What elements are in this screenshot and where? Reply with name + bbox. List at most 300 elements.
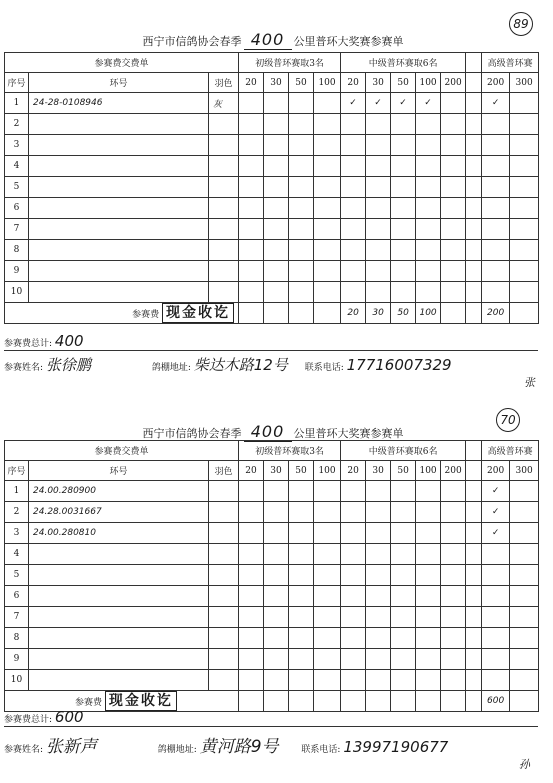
col-header: 200 — [441, 73, 466, 93]
entry-cell — [391, 523, 416, 544]
entry-cell — [289, 649, 314, 670]
entry-cell — [416, 114, 441, 135]
amount: 600 — [482, 691, 510, 712]
entry-cell — [391, 565, 416, 586]
entry-cell — [289, 565, 314, 586]
entry-cell — [391, 282, 416, 303]
entry-cell — [510, 481, 539, 502]
entry-cell — [482, 670, 510, 691]
entry-cell — [466, 523, 482, 544]
entry-cell — [416, 565, 441, 586]
entry-cell — [289, 177, 314, 198]
feather-color — [209, 523, 239, 544]
entry-cell — [264, 282, 289, 303]
entry-cell — [341, 523, 366, 544]
amount: 200 — [482, 303, 510, 324]
entry-cell — [482, 240, 510, 261]
entry-cell — [466, 481, 482, 502]
entry-cell — [366, 544, 391, 565]
entry-cell — [289, 114, 314, 135]
entry-cell — [314, 628, 341, 649]
entry-cell — [264, 114, 289, 135]
feather-color — [209, 261, 239, 282]
ring-number — [29, 114, 209, 135]
entry-cell — [341, 586, 366, 607]
entry-cell — [366, 649, 391, 670]
entry-cell — [289, 261, 314, 282]
title-suffix: 公里普环大奖赛参赛单 — [293, 427, 404, 440]
seq-header: 序号 — [5, 73, 29, 93]
signature: 张 — [524, 376, 535, 389]
col-header: 200 — [441, 461, 466, 481]
entry-cell — [264, 481, 289, 502]
entry-cell — [441, 523, 466, 544]
feather-color — [209, 219, 239, 240]
row-number: 1 — [5, 93, 29, 114]
entry-cell — [264, 628, 289, 649]
feather-color — [209, 481, 239, 502]
ring-number — [29, 628, 209, 649]
entry-cell — [341, 156, 366, 177]
entry-cell — [314, 93, 341, 114]
entry-cell — [289, 544, 314, 565]
ring-header: 环号 — [29, 73, 209, 93]
entry-cell — [289, 607, 314, 628]
entry-cell — [239, 670, 264, 691]
entry-cell — [341, 670, 366, 691]
entry-cell — [264, 240, 289, 261]
entry-cell — [441, 628, 466, 649]
row-number: 10 — [5, 670, 29, 691]
loft-label: 鸽棚地址: — [157, 745, 197, 755]
amount: 20 — [341, 303, 366, 324]
entry-cell — [264, 261, 289, 282]
entry-cell — [391, 114, 416, 135]
fee-cell — [5, 303, 239, 324]
paid-stamp: 现金收讫 — [162, 303, 234, 323]
row-number: 1 — [5, 481, 29, 502]
entry-cell — [416, 502, 441, 523]
entry-cell — [510, 177, 539, 198]
row-number: 6 — [5, 586, 29, 607]
ring-number — [29, 219, 209, 240]
beginner-header: 初级普环赛取3名 — [239, 441, 341, 461]
entry-cell — [466, 135, 482, 156]
entry-cell — [510, 502, 539, 523]
entry-cell — [289, 198, 314, 219]
row-number: 8 — [5, 628, 29, 649]
entry-cell — [391, 198, 416, 219]
entry-cell — [441, 544, 466, 565]
col-header: 50 — [289, 461, 314, 481]
entry-cell — [482, 282, 510, 303]
entry-cell — [341, 177, 366, 198]
phone-label: 联系电话: — [304, 363, 344, 373]
beginner-header: 初级普环赛取3名 — [239, 53, 341, 73]
entry-cell — [416, 523, 441, 544]
phone-value: 13997190677 — [343, 738, 449, 756]
entry-cell — [510, 586, 539, 607]
row-number: 6 — [5, 198, 29, 219]
table-row — [5, 135, 539, 156]
paid-stamp: 现金收讫 — [105, 691, 177, 711]
entry-cell — [391, 261, 416, 282]
entry-cell — [341, 261, 366, 282]
entry-cell — [239, 523, 264, 544]
entry-cell — [466, 114, 482, 135]
entry-cell — [416, 135, 441, 156]
entry-cell — [264, 135, 289, 156]
entry-cell — [314, 135, 341, 156]
entry-cell — [341, 565, 366, 586]
feather-color — [209, 177, 239, 198]
entry-cell — [264, 93, 289, 114]
entry-cell — [416, 219, 441, 240]
name-value: 张徐鹏 — [45, 356, 91, 374]
entry-cell — [366, 114, 391, 135]
ring-number: 24.28.0031667 — [29, 502, 209, 523]
row-number: 3 — [5, 523, 29, 544]
table-row — [5, 502, 539, 523]
entry-cell — [289, 156, 314, 177]
title-prefix: 西宁市信鸽协会春季 — [142, 427, 242, 440]
entry-cell — [366, 177, 391, 198]
feather-color — [209, 156, 239, 177]
entry-cell — [366, 156, 391, 177]
entry-cell — [441, 586, 466, 607]
entry-cell — [264, 670, 289, 691]
entry-cell — [416, 670, 441, 691]
entry-cell — [289, 670, 314, 691]
entry-cell — [482, 219, 510, 240]
seq-header: 序号 — [5, 461, 29, 481]
entry-cell — [510, 93, 539, 114]
tick-mark: ✓ — [366, 93, 391, 114]
entry-cell — [391, 544, 416, 565]
col-header: 20 — [239, 461, 264, 481]
entry-cell — [466, 177, 482, 198]
total-label: 参赛费总计: — [4, 339, 53, 349]
entry-cell — [510, 670, 539, 691]
entry-cell — [264, 586, 289, 607]
amount: 100 — [416, 303, 441, 324]
col-header: 20 — [341, 73, 366, 93]
feather-color: 灰 — [209, 93, 239, 114]
entry-cell — [482, 261, 510, 282]
entry-cell — [482, 177, 510, 198]
entry-cell — [289, 586, 314, 607]
entry-cell — [416, 607, 441, 628]
feather-color — [209, 586, 239, 607]
entry-cell — [341, 240, 366, 261]
entry-cell — [314, 607, 341, 628]
entry-cell — [264, 544, 289, 565]
entry-cell — [239, 198, 264, 219]
entry-cell — [510, 523, 539, 544]
contact-line — [4, 732, 538, 756]
entry-cell — [416, 649, 441, 670]
fee-sheet-header: 参赛费交费单 — [5, 53, 239, 73]
col-header: 50 — [289, 73, 314, 93]
entry-cell — [441, 565, 466, 586]
entry-cell — [366, 282, 391, 303]
entry-cell — [239, 628, 264, 649]
entry-cell — [239, 114, 264, 135]
entry-cell — [314, 565, 341, 586]
fee-label: 参赛费 — [75, 698, 103, 708]
ring-number — [29, 135, 209, 156]
entry-cell — [314, 219, 341, 240]
row-number: 4 — [5, 156, 29, 177]
entry-cell — [466, 156, 482, 177]
entry-cell — [510, 261, 539, 282]
entry-cell — [239, 502, 264, 523]
entry-cell — [366, 219, 391, 240]
entry-cell — [239, 93, 264, 114]
entry-cell — [314, 544, 341, 565]
entry-cell — [264, 156, 289, 177]
table-row — [5, 156, 539, 177]
col-header: 30 — [366, 73, 391, 93]
entry-cell — [264, 219, 289, 240]
col-header: 100 — [314, 73, 341, 93]
ring-number — [29, 177, 209, 198]
feather-color — [209, 240, 239, 261]
name-value: 张新声 — [45, 737, 97, 757]
entry-cell — [341, 481, 366, 502]
table-row — [5, 607, 539, 628]
entry-cell — [391, 628, 416, 649]
entry-cell — [466, 607, 482, 628]
name-label: 参赛姓名: — [4, 745, 44, 755]
entry-cell — [314, 481, 341, 502]
entry-cell — [466, 544, 482, 565]
entry-form-1 — [4, 2, 542, 390]
feather-color — [209, 670, 239, 691]
ring-number: 24.00.280810 — [29, 523, 209, 544]
entry-cell — [391, 607, 416, 628]
entry-cell — [366, 586, 391, 607]
entry-cell — [482, 156, 510, 177]
entry-table — [4, 52, 539, 324]
tick-mark: ✓ — [482, 502, 510, 523]
entry-cell — [510, 114, 539, 135]
entry-cell — [239, 156, 264, 177]
feather-color — [209, 502, 239, 523]
entry-cell — [441, 156, 466, 177]
col-header: 30 — [264, 461, 289, 481]
entry-cell — [482, 135, 510, 156]
entry-cell — [264, 502, 289, 523]
entry-cell — [466, 93, 482, 114]
entry-cell — [466, 649, 482, 670]
advanced-header: 高级普环赛 — [482, 441, 539, 461]
entry-cell — [510, 628, 539, 649]
loft-label: 鸽棚地址: — [151, 363, 191, 373]
feather-color — [209, 135, 239, 156]
feather-color — [209, 649, 239, 670]
entry-cell — [416, 544, 441, 565]
table-row — [5, 544, 539, 565]
entry-cell — [510, 135, 539, 156]
entry-cell — [510, 649, 539, 670]
row-number: 4 — [5, 544, 29, 565]
ring-number — [29, 198, 209, 219]
entry-cell — [314, 649, 341, 670]
row-number: 2 — [5, 114, 29, 135]
row-number: 3 — [5, 135, 29, 156]
entry-cell — [289, 240, 314, 261]
col-header: 20 — [341, 461, 366, 481]
entry-cell — [289, 282, 314, 303]
entry-cell — [416, 240, 441, 261]
fee-label: 参赛费 — [132, 310, 160, 320]
row-number: 5 — [5, 565, 29, 586]
entry-table — [4, 440, 539, 712]
entry-cell — [366, 628, 391, 649]
signature: 孙 — [519, 758, 530, 771]
ring-number: 24.00.280900 — [29, 481, 209, 502]
feather-color — [209, 628, 239, 649]
entry-cell — [441, 114, 466, 135]
title-suffix: 公里普环大奖赛参赛单 — [293, 35, 404, 48]
distance-value: 400 — [250, 422, 285, 441]
title-prefix: 西宁市信鸽协会春季 — [142, 35, 242, 48]
entry-cell — [416, 198, 441, 219]
entry-cell — [391, 135, 416, 156]
entry-cell — [289, 628, 314, 649]
phone-label: 联系电话: — [301, 745, 341, 755]
entry-cell — [289, 481, 314, 502]
entry-cell — [466, 219, 482, 240]
entry-cell — [239, 565, 264, 586]
entry-cell — [341, 135, 366, 156]
entry-cell — [366, 240, 391, 261]
table-row — [5, 670, 539, 691]
col-header: 50 — [391, 461, 416, 481]
table-row — [5, 240, 539, 261]
entry-cell — [289, 502, 314, 523]
entry-cell — [366, 135, 391, 156]
entry-cell — [314, 502, 341, 523]
ring-number — [29, 649, 209, 670]
entry-cell — [366, 523, 391, 544]
row-number: 8 — [5, 240, 29, 261]
tick-mark: ✓ — [341, 93, 366, 114]
feather-color — [209, 282, 239, 303]
entry-cell — [314, 156, 341, 177]
feather-header: 羽色 — [209, 73, 239, 93]
row-number: 9 — [5, 649, 29, 670]
entry-cell — [264, 198, 289, 219]
entry-cell — [341, 282, 366, 303]
entry-cell — [482, 586, 510, 607]
row-number: 10 — [5, 282, 29, 303]
entry-cell — [264, 565, 289, 586]
entry-cell — [239, 261, 264, 282]
entry-cell — [510, 156, 539, 177]
tick-mark: ✓ — [391, 93, 416, 114]
row-number: 7 — [5, 219, 29, 240]
row-number: 9 — [5, 261, 29, 282]
entry-cell — [391, 670, 416, 691]
entry-cell — [416, 156, 441, 177]
entry-cell — [482, 565, 510, 586]
col-header: 200 — [482, 461, 510, 481]
entry-cell — [314, 670, 341, 691]
entry-cell — [264, 649, 289, 670]
entry-cell — [466, 565, 482, 586]
entry-cell — [466, 670, 482, 691]
table-row — [5, 198, 539, 219]
entry-cell — [239, 177, 264, 198]
total-value: 400 — [54, 332, 84, 350]
entry-cell — [441, 219, 466, 240]
entry-cell — [441, 198, 466, 219]
entry-cell — [239, 586, 264, 607]
entry-cell — [441, 177, 466, 198]
loft-value: 黄河路9号 — [199, 737, 279, 757]
col-header: 100 — [416, 461, 441, 481]
ring-number: 24-28-0108946 — [29, 93, 209, 114]
tick-mark: ✓ — [416, 93, 441, 114]
entry-cell — [482, 649, 510, 670]
entry-cell — [391, 586, 416, 607]
entry-cell — [341, 607, 366, 628]
entry-cell — [239, 649, 264, 670]
ring-number — [29, 544, 209, 565]
entry-cell — [441, 135, 466, 156]
entry-cell — [482, 198, 510, 219]
table-row — [5, 177, 539, 198]
entry-cell — [289, 135, 314, 156]
entry-cell — [391, 240, 416, 261]
distance-value: 400 — [250, 30, 285, 49]
table-row — [5, 565, 539, 586]
entry-cell — [341, 502, 366, 523]
entry-cell — [264, 607, 289, 628]
amount: 50 — [391, 303, 416, 324]
entry-cell — [239, 282, 264, 303]
entry-cell — [341, 219, 366, 240]
entry-cell — [341, 649, 366, 670]
amount: 30 — [366, 303, 391, 324]
entry-cell — [441, 93, 466, 114]
entry-cell — [510, 219, 539, 240]
entry-cell — [239, 544, 264, 565]
entry-cell — [416, 261, 441, 282]
entry-cell — [391, 156, 416, 177]
col-header: 100 — [416, 73, 441, 93]
entry-cell — [441, 607, 466, 628]
table-row — [5, 261, 539, 282]
ring-number — [29, 240, 209, 261]
form-title — [4, 30, 542, 50]
entry-cell — [466, 502, 482, 523]
circled-number: 70 — [496, 408, 520, 432]
entry-cell — [482, 114, 510, 135]
entry-cell — [441, 282, 466, 303]
col-header: 30 — [366, 461, 391, 481]
entry-cell — [366, 670, 391, 691]
entry-cell — [341, 544, 366, 565]
ring-header: 环号 — [29, 461, 209, 481]
intermediate-header: 中级普环赛取6名 — [341, 441, 466, 461]
entry-cell — [510, 282, 539, 303]
col-header: 30 — [264, 73, 289, 93]
ring-number — [29, 670, 209, 691]
row-number: 5 — [5, 177, 29, 198]
